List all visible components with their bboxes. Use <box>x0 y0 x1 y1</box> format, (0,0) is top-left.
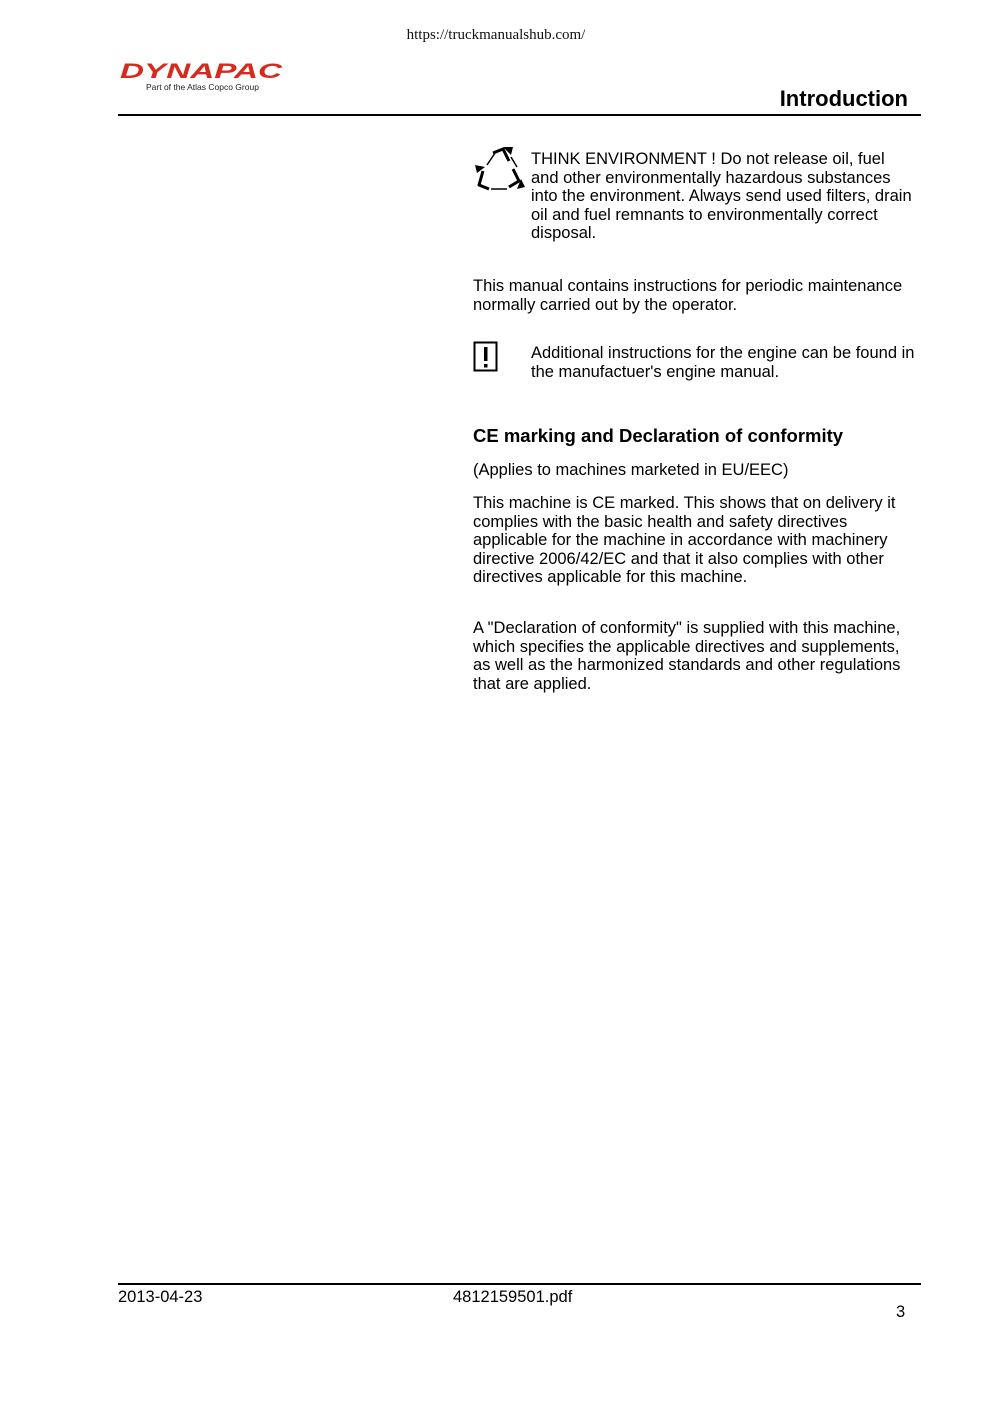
footer-divider <box>118 1283 921 1285</box>
footer-filename: 4812159501.pdf <box>453 1288 573 1306</box>
page-title: Introduction <box>779 86 908 111</box>
environment-note-text: THINK ENVIRONMENT ! Do not release oil, fuel and other environmentally hazardous substances into the environment. Always send used filters, drain oil and fuel remnants to environmentally correct disposal. <box>531 150 912 242</box>
ce-applies-paragraph: (Applies to machines marketed in EU/EEC) <box>473 461 789 479</box>
source-url: https://truckmanualshub.com/ <box>406 27 586 43</box>
recycle-icon <box>473 145 525 195</box>
ce-heading: CE marking and Declaration of conformity <box>473 425 844 446</box>
page-number: 3 <box>896 1303 906 1321</box>
header-divider <box>118 114 921 116</box>
declaration-paragraph: A "Declaration of conformity" is supplied with this machine, which specifies the applicable directives and supplements, as well as the harmonized standards and other regulations that are applied. <box>473 619 901 693</box>
manual-description: This manual contains instructions for periodic maintenance normally carried out by the operator. <box>473 277 903 314</box>
exclamation-icon <box>473 341 501 373</box>
footer-date: 2013-04-23 <box>118 1288 203 1306</box>
logo-wordmark: DYNAPAC <box>120 60 284 83</box>
logo-tagline: Part of the Atlas Copco Group <box>146 82 259 92</box>
ce-marked-paragraph: This machine is CE marked. This shows that on delivery it complies with the basic health and safety directives applicable for the machine in accordance with machinery directive 2006/42/EC and that it also complies with other directives applicable for this machine. <box>473 494 896 586</box>
engine-note-text: Additional instructions for the engine can be found in the manufactuer's engine manual. <box>531 344 915 381</box>
